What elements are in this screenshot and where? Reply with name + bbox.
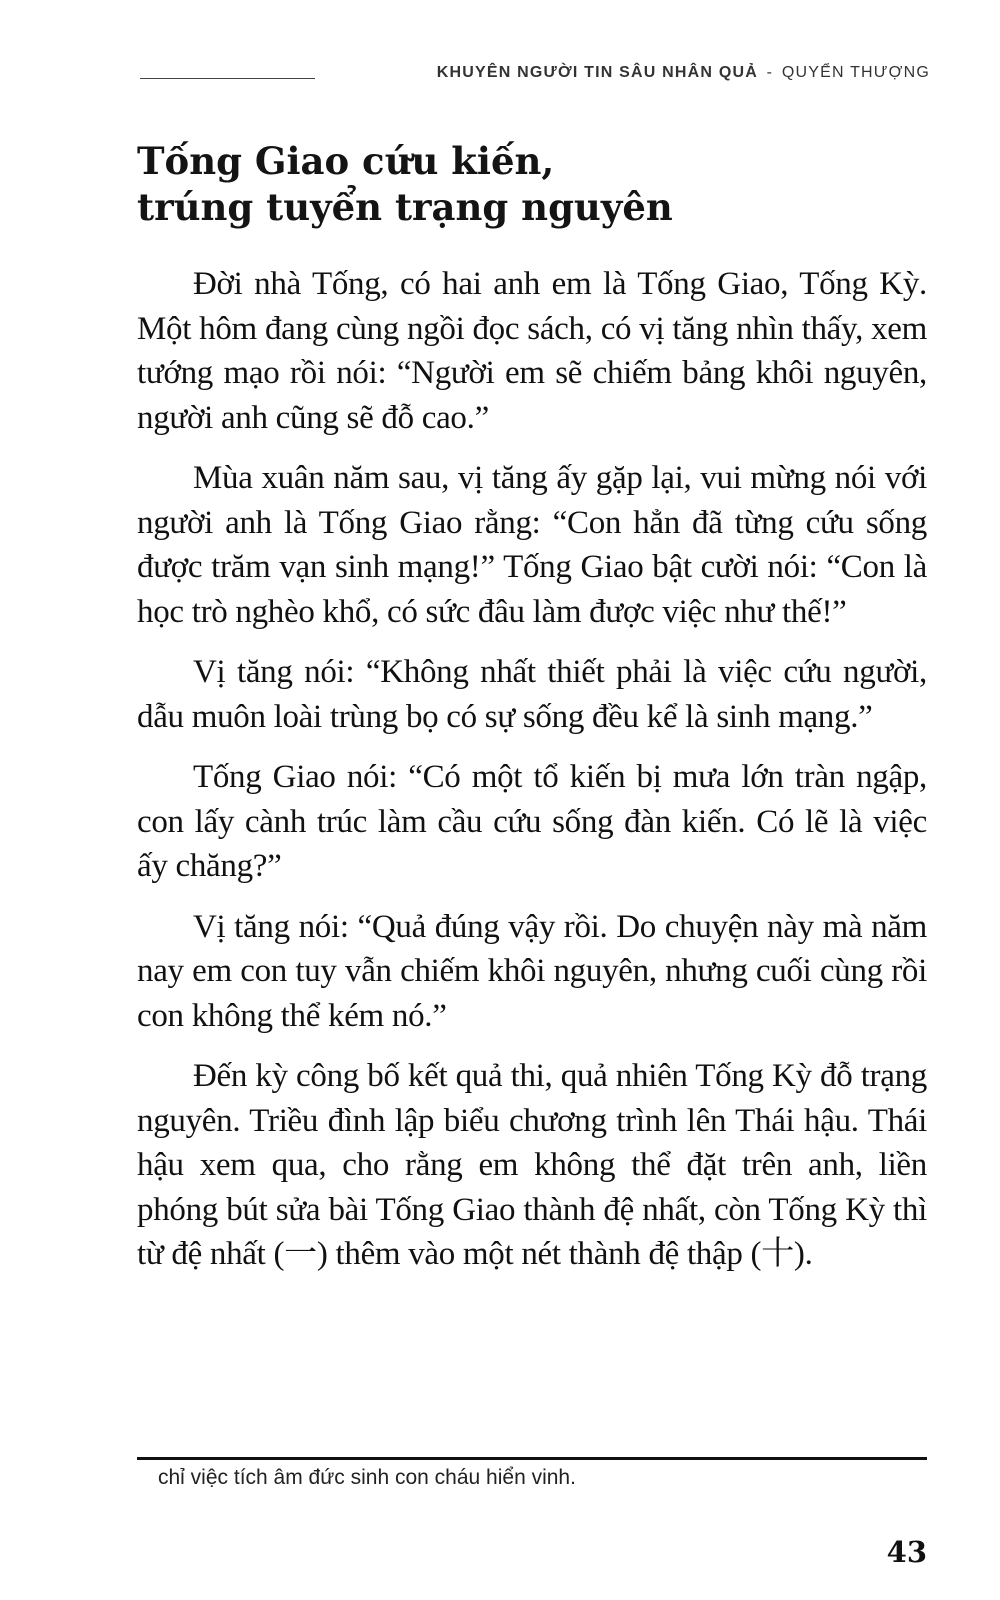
running-header [140,60,930,90]
article-title [137,138,927,230]
article-body [137,262,927,1293]
header-text [437,64,930,82]
paragraph: Vị tăng nói: “Quả đúng vậy rồi. Do chuyện này mà năm nay em con tuy vẫn chiếm khôi nguyên, nhưng cuối cùng rồi con không thể kém nó.” [137,908,927,1034]
page-number: 43 [886,1535,927,1569]
paragraph: Đến kỳ công bố kết quả thi, quả nhiên Tống Kỳ đỗ trạng nguyên. Triều đình lập biểu chương trình lên Thái hậu. Thái hậu xem qua, cho rằng em không thể đặt trên anh, liền phóng bút sửa bài Tống Giao thành đệ nhất, còn Tống Kỳ thì từ đệ nhất (一) thêm vào một nét thành đệ thập (十). [137,1058,927,1272]
title-line-2: trúng tuyển trạng nguyên [137,185,673,229]
header-separator: - [766,64,774,81]
header-rule [140,78,315,79]
header-volume: QUYỂN THƯỢNG [781,64,930,81]
paragraph: Mùa xuân năm sau, vị tăng ấy gặp lại, vui mừng nói với người anh là Tống Giao rằng: “Con hẳn đã từng cứu sống được trăm vạn sinh mạng!” Tống Giao bật cười nói: “Con là học trò nghèo khổ, có sức đâu làm được việc như thế!” [137,460,927,630]
footnote-rule [137,1457,927,1460]
paragraph: Đời nhà Tống, có hai anh em là Tống Giao, Tống Kỳ. Một hôm đang cùng ngồi đọc sách, có vị tăng nhìn thấy, xem tướng mạo rồi nói: “Người em sẽ chiếm bảng khôi nguyên, người anh cũng sẽ đỗ cao.” [137,266,927,436]
footnote: chỉ việc tích âm đức sinh con cháu hiển vinh. [158,1466,576,1489]
header-book-title: KHUYÊN NGƯỜI TIN SÂU NHÂN QUẢ [436,64,758,81]
paragraph: Vị tăng nói: “Không nhất thiết phải là việc cứu người, dẫu muôn loài trùng bọ có sự sống đều kể là sinh mạng.” [137,654,927,735]
paragraph: Tống Giao nói: “Có một tổ kiến bị mưa lớn tràn ngập, con lấy cành trúc làm cầu cứu sống đàn kiến. Có lẽ là việc ấy chăng?” [137,759,927,884]
title-line-1: Tống Giao cứu kiến, [137,139,555,183]
